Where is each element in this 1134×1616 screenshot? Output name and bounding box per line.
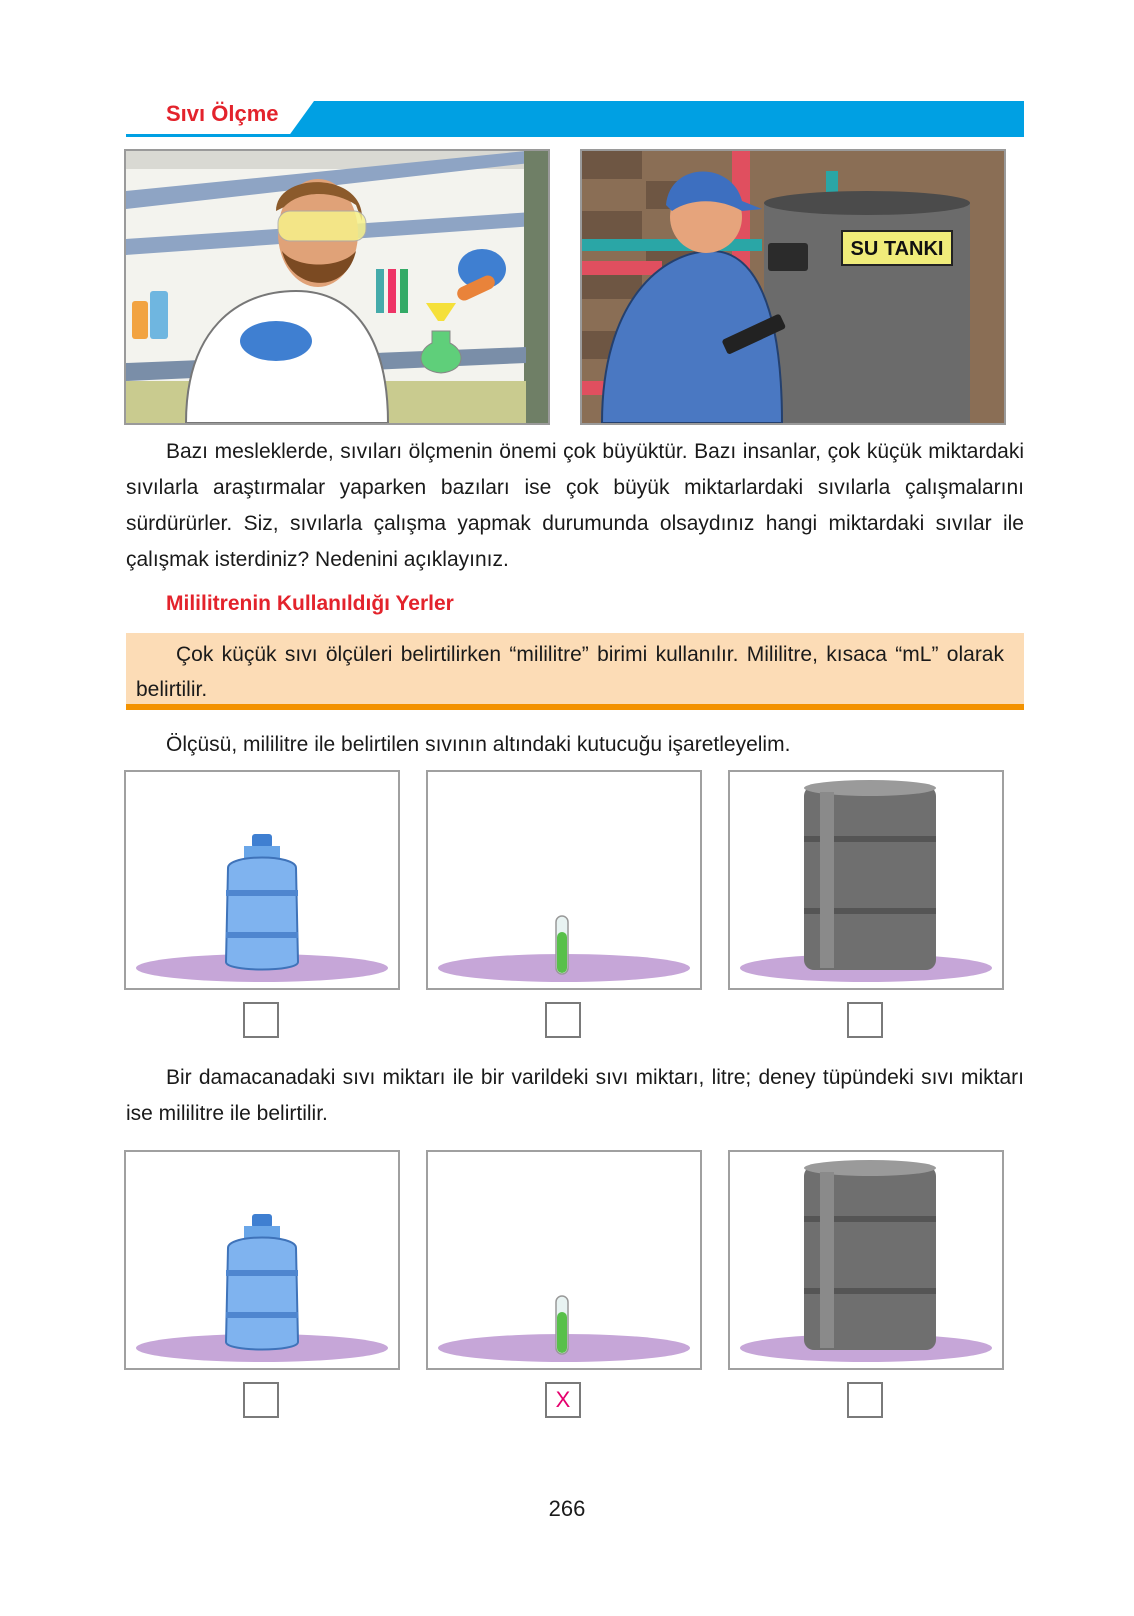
barrel-card [728,770,1004,990]
checkbox-jug[interactable] [243,1002,279,1038]
intro-paragraph: Bazı mesleklerde, sıvıları ölçmenin önemi çok büyüktür. Bazı insanlar, çok küçük miktardaki sıvılarla araştırmalar yaparken bazıları ise çok büyük miktarlardaki sıvılarla çalışmalarını sürdürürler. Siz, sıvılarla çalışma yapmak durumunda olsaydınız hangi miktardaki sıvılar ile çalışmak isterdiniz? Nedenini açıklayınız. [126,440,1024,571]
tube-card [426,770,702,990]
test-tube-icon [556,1296,568,1354]
scientist-illustration [124,149,550,425]
answer-checkbox-tube[interactable]: X [545,1382,581,1418]
answer-checkbox-jug[interactable] [243,1382,279,1418]
answer-checkbox-barrel[interactable] [847,1382,883,1418]
water-jug-icon [226,834,298,970]
jug-card [124,770,400,990]
barrel-card-answer [728,1150,1004,1370]
section-title: Sıvı Ölçme [166,101,279,126]
answer-paragraph: Bir damacanadaki sıvı miktarı ile bir varildeki sıvı miktarı, litre; deney tüpündeki sıvı miktarı ise mililitre ile belirtilir. [126,1066,1024,1125]
test-tube-icon [556,916,568,974]
info-box [126,633,1024,710]
subheading: Mililitrenin Kullanıldığı Yerler [166,592,454,615]
water-jug-icon [226,1214,298,1350]
tube-card-answer [426,1150,702,1370]
page-number: 266 [548,1496,586,1521]
info-box-text: Çok küçük sıvı ölçüleri belirtilirken “mililitre” birimi kullanılır. Mililitre, kısaca “mL” olarak belirtilir. [136,643,1004,701]
header-band [288,101,1024,137]
jug-card-answer [124,1150,400,1370]
barrel-icon [804,780,936,970]
instruction-text: Ölçüsü, mililitre ile belirtilen sıvının altındaki kutucuğu işaretleyelim. [166,733,791,756]
barrel-icon [804,1160,936,1350]
checkbox-barrel[interactable] [847,1002,883,1038]
checkbox-tube[interactable] [545,1002,581,1038]
tank-label: SU TANKI [850,238,944,260]
header-underline [126,134,1024,137]
technician-illustration [580,149,1006,425]
